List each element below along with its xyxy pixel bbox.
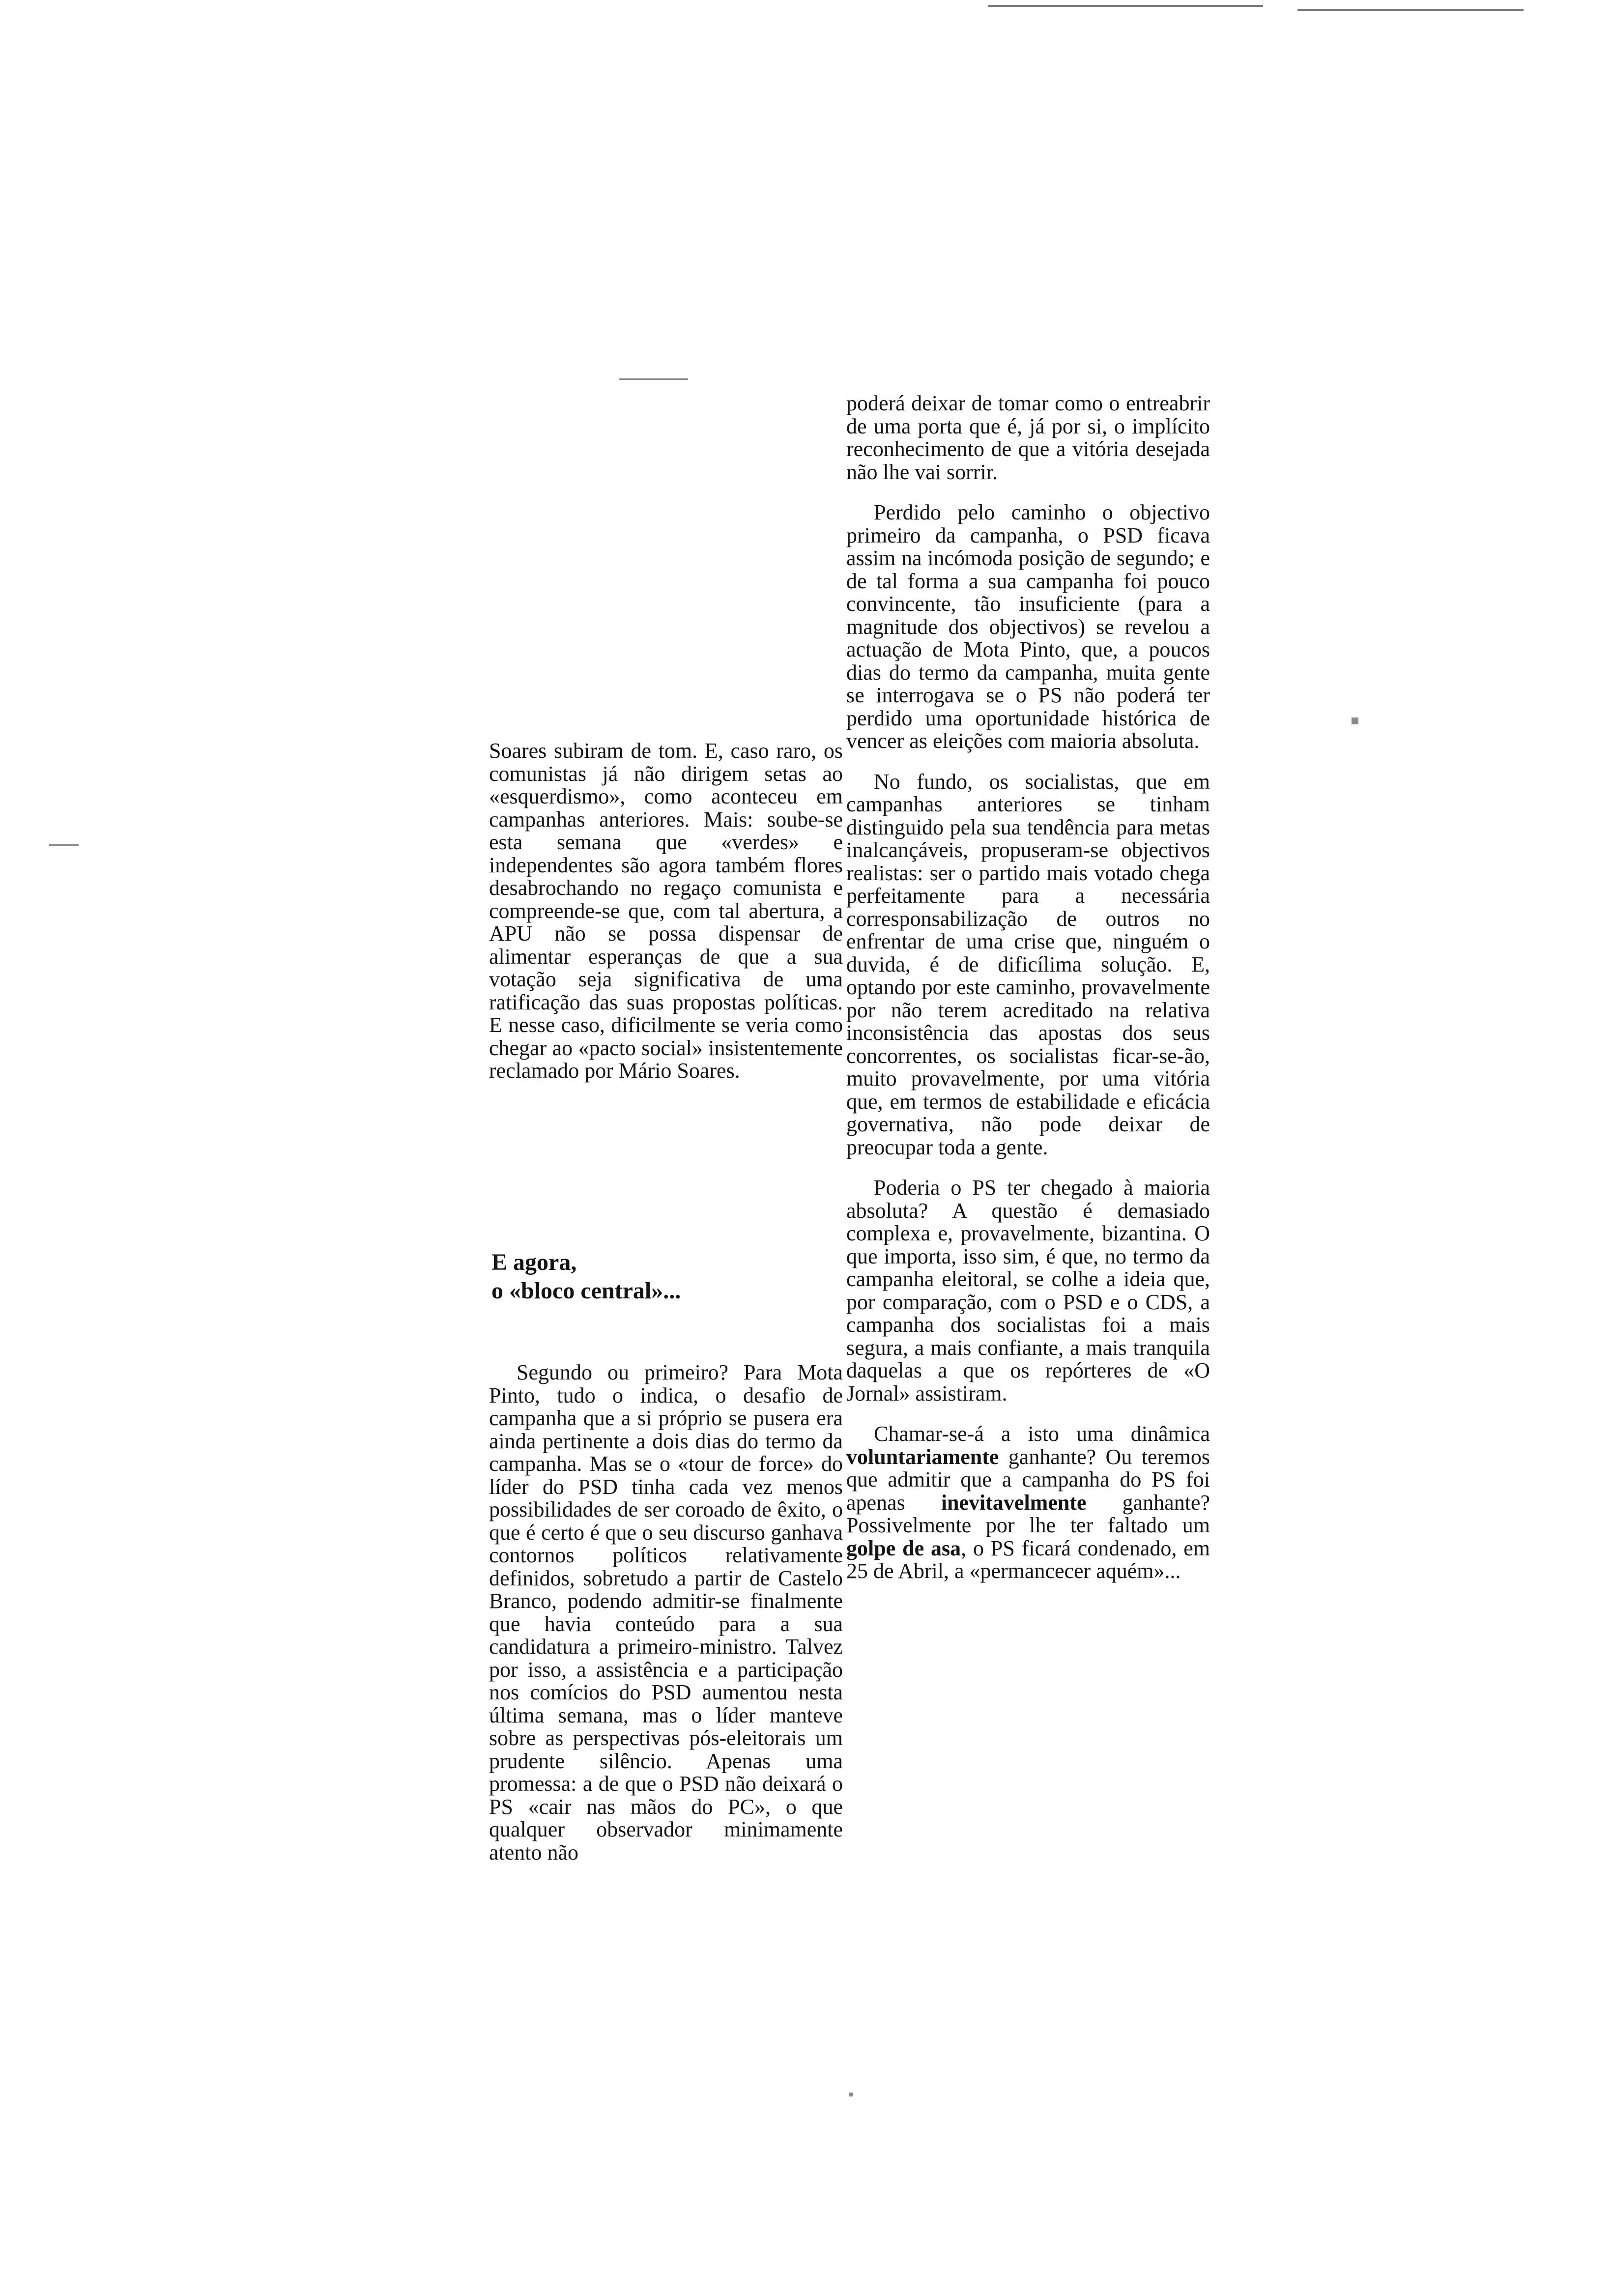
section-headline: [491, 1248, 845, 1305]
closing-text-3: ganhante? Possivelmente por lhe ter faltado um: [846, 1490, 1210, 1537]
paragraph-soares: Soares subiram de tom. E, caso raro, os comunistas já não dirigem setas ao «esquerdismo», como aconteceu em campanhas anteriores. Mais: soube-se esta semana que «verdes» e independentes são agora também flores desabrochando no regaço comunista e compreende-se que, com tal abertura, a APU não se possa dispensar de alimentar esperanças de que a sua votação seja significativa de uma ratificação das suas propostas políticas. E nesse caso, dificilmente se veria como chegar ao «pacto social» insistentemente reclamado por Mário Soares.: [489, 739, 843, 1083]
emphasis-golpe-de-asa: golpe de asa: [846, 1536, 961, 1560]
paragraph-poderia: Poderia o PS ter chegado à maioria absoluta? A questão é demasiado complexa e, provavelmente, bizantina. O que importa, isso sim, é que, no termo da campanha eleitoral, se colhe a ideia que, por comparação, com o PSD e o CDS, a campanha dos socialistas foi a mais segura, a mais confiante, a mais tranquila daquelas a que os repórteres de «O Jornal» assistiram.: [846, 1176, 1210, 1406]
left-column-lower: [489, 1361, 843, 1864]
scan-speck: [849, 2093, 853, 2096]
headline-line-2: o «bloco central»...: [491, 1278, 681, 1304]
paragraph-no-fundo: No fundo, os socialistas, que em campanhas anteriores se tinham distinguido pela sua tendência para metas inalcançáveis, propuseram-se objectivos realistas: ser o partido mais votado chega perfeitamente para a necessária corresponsabilização de outros no enfrentar de uma crise que, ninguém o duvida, é de dificílima solução. E, optando por este caminho, provavelmente por não terem acreditado na relativa inconsistência das apostas dos seus concorrentes, os socialistas ficar-se-ão, muito provavelmente, por uma vitória que, em termos de estabilidade e eficácia governativa, não pode deixar de preocupar toda a gente.: [846, 769, 1210, 1159]
closing-text-4: , o PS ficará condenado, em 25 de Abril, a «permancecer aquém»...: [846, 1536, 1210, 1583]
headline-line-1: E agora,: [491, 1249, 577, 1275]
paragraph-segundo: Segundo ou primeiro? Para Mota Pinto, tudo o indica, o desafio de campanha que a si próprio se pusera era ainda pertinente a dois dias do termo da campanha. Mas se o «tour de force» do líder do PSD tinha cada vez menos possibilidades de ser coroado de êxito, o que é certo é que o seu discurso ganhava contornos políticos relativamente definidos, sobretudo a partir de Castelo Branco, podendo admitir-se finalmente que havia conteúdo para a sua candidatura a primeiro-ministro. Talvez por isso, a assistência e a participação nos comícios do PSD aumentou nesta última semana, mas o líder manteve sobre as perspectivas pós-eleitorais um prudente silêncio. Apenas uma promessa: a de que o PSD não deixará o PS «cair nas mãos do PC», o que qualquer observador minimamente atento não: [489, 1360, 843, 1865]
emphasis-inevitavelmente: inevitavelmente: [941, 1490, 1087, 1515]
scan-speck: [49, 844, 79, 846]
left-column: [489, 740, 843, 1083]
closing-text-1: Chamar-se-á a isto uma dinâmica: [874, 1422, 1210, 1446]
scan-speck: [1352, 718, 1358, 724]
closing-text-2: ganhante? Ou teremos que admitir que a campanha do PS foi apenas: [846, 1444, 1210, 1515]
scan-speck: [619, 378, 688, 380]
emphasis-voluntariamente: voluntariamente: [846, 1444, 999, 1469]
right-column: [846, 392, 1210, 1583]
paragraph-podera: poderá deixar de tomar como o entreabrir de uma porta que é, já por si, o implícito reconhecimento de que a vitória desejada não lhe vai sorrir.: [846, 391, 1210, 484]
top-scan-rule-right: [1297, 9, 1524, 11]
top-scan-rule: [988, 5, 1263, 7]
paragraph-perdido: Perdido pelo caminho o objectivo primeiro da campanha, o PSD ficava assim na incómoda posição de segundo; e de tal forma a sua campanha foi pouco convincente, tão insuficiente (para a magnitude dos objectivos) se revelou a actuação de Mota Pinto, que, a poucos dias do termo da campanha, muita gente se interrogava se o PS não poderá ter perdido uma oportunidade histórica de vencer as eleições com maioria absoluta.: [846, 500, 1210, 753]
paragraph-closing: [846, 1423, 1210, 1583]
